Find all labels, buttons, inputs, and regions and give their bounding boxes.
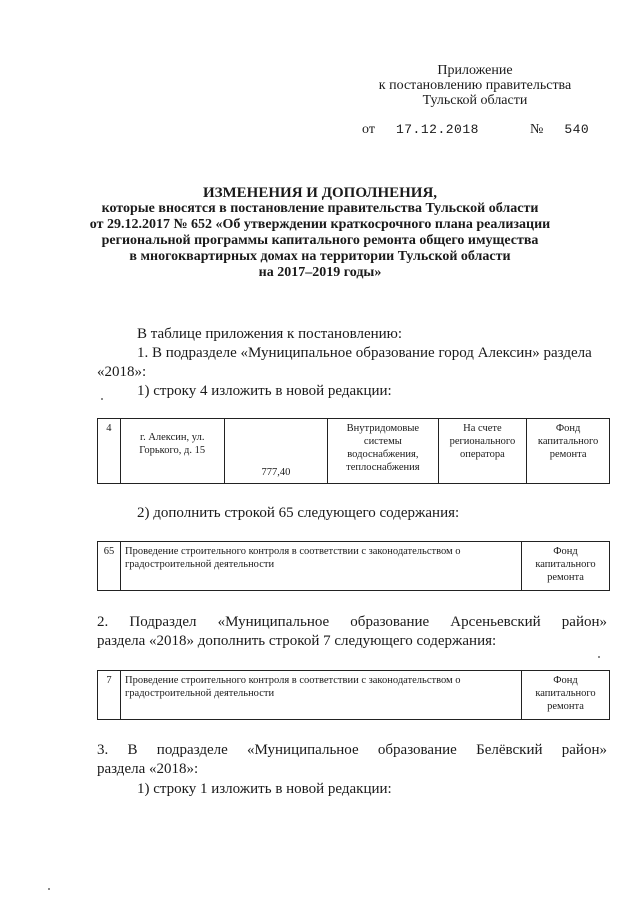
paragraph-sub-2: 2) дополнить строкой 65 следующего содержания:: [137, 505, 460, 521]
date-line: [362, 122, 602, 138]
address-cell: г. Алексин, ул. Горького, д. 15: [120, 419, 224, 484]
document-heading: [60, 185, 580, 281]
appendix-block: [360, 63, 590, 108]
scan-speck: [598, 656, 600, 658]
paragraph-sub-3: 1) строку 1 изложить в новой редакции:: [137, 781, 392, 797]
paragraph-sub-1: 1) строку 4 изложить в новой редакции:: [137, 383, 392, 399]
appendix-line-3: Тульской области: [422, 93, 528, 108]
heading-line-6: на 2017–2019 годы»: [258, 265, 382, 280]
work-description-cell: Проведение строительного контроля в соответствии с законодательством о градостроительной деятельности: [121, 542, 522, 591]
fund-cell: Фонд капитального ремонта: [527, 419, 610, 484]
fund-cell: Фонд капитального ремонта: [522, 542, 610, 591]
systems-cell: Внутридомовые системы водоснабжения, теплоснабжения: [328, 419, 438, 484]
paragraph-item-3-cont: раздела «2018»:: [97, 761, 199, 777]
heading-line-4: региональной программы капитального ремонта общего имущества: [101, 233, 539, 248]
paragraph-item-1: 1. В подразделе «Муниципальное образование город Алексин» раздела: [137, 345, 592, 361]
table-row-4: [97, 418, 610, 484]
paragraph-intro: В таблице приложения к постановлению:: [137, 326, 403, 342]
table-row-7: [97, 670, 610, 720]
paragraph-item-2: 2. Подраздел «Муниципальное образование Арсеньевский район»: [97, 614, 607, 630]
amount-cell: 777,40: [224, 419, 328, 484]
paragraph-item-2-cont: раздела «2018» дополнить строкой 7 следующего содержания:: [97, 633, 497, 649]
document-number: 540: [564, 122, 590, 137]
row-number: 7: [98, 671, 121, 720]
fund-cell: Фонд капитального ремонта: [522, 671, 610, 720]
scan-speck: [48, 888, 50, 890]
table-row-65: [97, 541, 610, 591]
scan-speck: [101, 398, 103, 400]
paragraph-item-1-cont: «2018»:: [97, 364, 147, 380]
table-row: [98, 671, 610, 720]
row-number: 4: [98, 419, 121, 484]
row-number: 65: [98, 542, 121, 591]
appendix-line-2: к постановлению правительства: [378, 78, 572, 93]
number-label: №: [529, 122, 544, 137]
table-row: [98, 419, 610, 484]
paragraph-item-3: 3. В подразделе «Муниципальное образование Белёвский район»: [97, 742, 607, 758]
heading-line-5: в многоквартирных домах на территории Тульской области: [129, 249, 511, 264]
account-cell: На счете регионального оператора: [438, 419, 527, 484]
document-date: 17.12.2018: [395, 122, 479, 137]
heading-line-1: ИЗМЕНЕНИЯ И ДОПОЛНЕНИЯ,: [202, 185, 438, 201]
from-label: от: [362, 122, 375, 137]
heading-line-3: от 29.12.2017 № 652 «Об утверждении краткосрочного плана реализации: [89, 217, 551, 232]
appendix-line-1: Приложение: [437, 63, 513, 78]
heading-line-2: которые вносятся в постановление правительства Тульской области: [101, 201, 539, 216]
work-description-cell: Проведение строительного контроля в соответствии с законодательством о градостроительной деятельности: [121, 671, 522, 720]
table-row: [98, 542, 610, 591]
